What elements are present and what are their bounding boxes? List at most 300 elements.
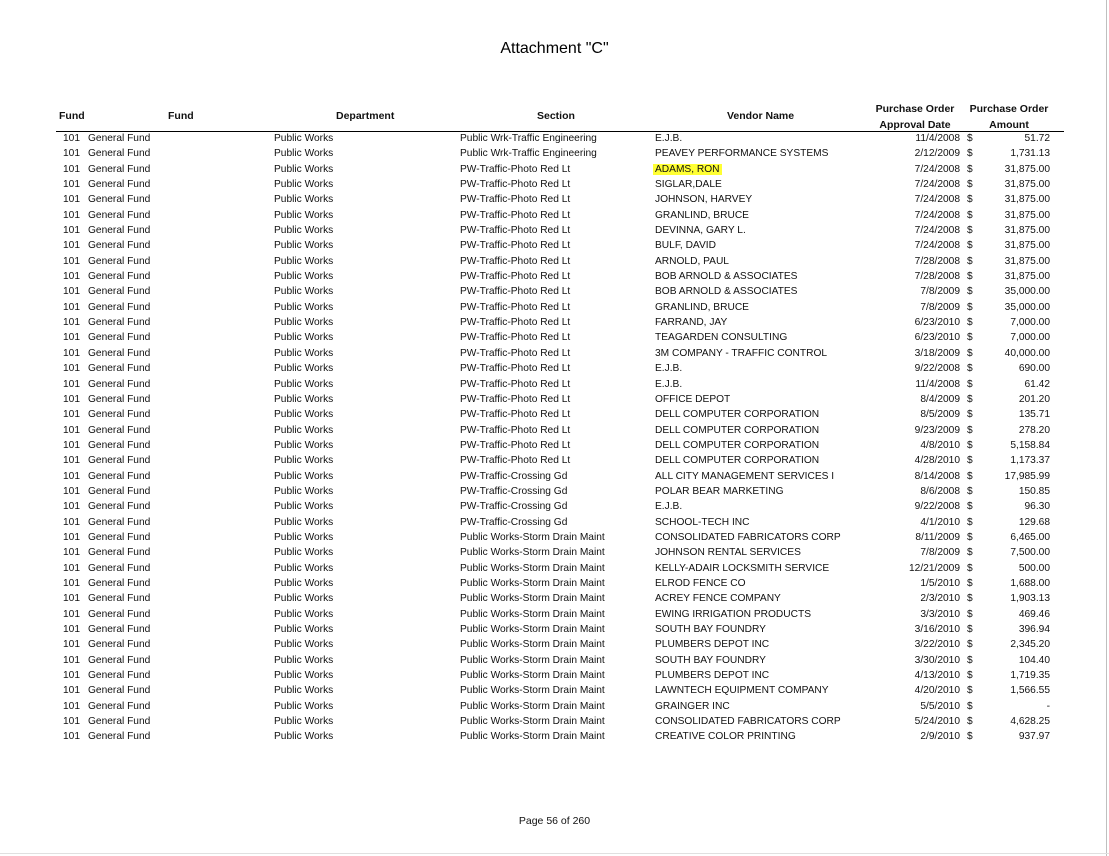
section-cell: PW-Traffic-Photo Red Lt <box>460 332 571 344</box>
vendor-cell: PLUMBERS DEPOT INC <box>655 639 770 651</box>
fund-name-cell: General Fund <box>88 271 151 283</box>
section-cell: Public Works-Storm Drain Maint <box>460 593 605 605</box>
approval-date-cell: 7/24/2008 <box>914 240 960 252</box>
vendor-cell: BOB ARNOLD & ASSOCIATES <box>655 271 798 283</box>
currency-symbol: $ <box>967 593 973 605</box>
fund-name-cell: General Fund <box>88 670 151 682</box>
section-cell: PW-Traffic-Photo Red Lt <box>460 378 571 390</box>
header-fund-name: Fund <box>168 110 194 122</box>
table-row <box>0 147 1109 162</box>
vendor-cell: GRANLIND, BRUCE <box>655 209 749 221</box>
header-amount-line1: Purchase Order <box>969 103 1049 115</box>
amount-cell: 278.20 <box>1018 424 1050 436</box>
approval-date-cell: 2/9/2010 <box>920 731 960 743</box>
fund-number-cell: 101 <box>63 485 80 497</box>
section-cell: Public Works-Storm Drain Maint <box>460 731 605 743</box>
amount-cell: 17,985.99 <box>1004 470 1050 482</box>
fund-name-cell: General Fund <box>88 608 151 620</box>
currency-symbol: $ <box>967 148 973 160</box>
section-cell: Public Works-Storm Drain Maint <box>460 654 605 666</box>
department-cell: Public Works <box>274 516 334 528</box>
fund-number-cell: 101 <box>63 624 80 635</box>
section-cell: PW-Traffic-Crossing Gd <box>460 485 568 497</box>
section-cell: PW-Traffic-Crossing Gd <box>460 516 568 528</box>
header-approval-date-line2: Approval Date <box>879 119 951 131</box>
department-cell: Public Works <box>274 179 334 191</box>
amount-cell: 40,000.00 <box>1004 347 1050 359</box>
table-row <box>0 577 1109 592</box>
vendor-cell: JOHNSON RENTAL SERVICES <box>655 547 801 559</box>
amount-cell: 1,903.13 <box>1010 593 1050 605</box>
vendor-cell: BULF, DAVID <box>655 240 716 252</box>
fund-name-cell: General Fund <box>88 363 151 375</box>
section-cell: Public Works-Storm Drain Maint <box>460 670 605 682</box>
section-cell: PW-Traffic-Photo Red Lt <box>460 347 571 359</box>
amount-cell: 1,173.37 <box>1010 455 1050 467</box>
fund-number-cell: 101 <box>63 608 80 620</box>
table-row <box>0 301 1109 316</box>
table-row <box>0 623 1109 638</box>
currency-symbol: $ <box>967 286 973 298</box>
vendor-cell: DELL COMPUTER CORPORATION <box>655 424 820 436</box>
currency-symbol: $ <box>967 501 973 513</box>
currency-symbol: $ <box>967 608 973 620</box>
currency-symbol: $ <box>967 133 973 144</box>
fund-number-cell: 101 <box>63 424 80 436</box>
vendor-cell: CONSOLIDATED FABRICATORS CORP <box>655 716 841 728</box>
approval-date-cell: 3/16/2010 <box>914 624 960 635</box>
approval-date-cell: 5/5/2010 <box>920 700 960 712</box>
fund-name-cell: General Fund <box>88 700 151 712</box>
table-row <box>0 285 1109 300</box>
fund-name-cell: General Fund <box>88 731 151 743</box>
table-row <box>0 470 1109 485</box>
vendor-cell: EWING IRRIGATION PRODUCTS <box>655 608 812 620</box>
section-cell: PW-Traffic-Photo Red Lt <box>460 424 571 436</box>
section-cell: PW-Traffic-Photo Red Lt <box>460 240 571 252</box>
vendor-cell: E.J.B. <box>655 133 683 144</box>
table-row <box>0 669 1109 684</box>
department-cell: Public Works <box>274 347 334 359</box>
fund-name-cell: General Fund <box>88 485 151 497</box>
fund-name-cell: General Fund <box>88 378 151 390</box>
header-section: Section <box>537 110 575 122</box>
fund-name-cell: General Fund <box>88 332 151 344</box>
currency-symbol: $ <box>967 225 973 237</box>
table-row <box>0 209 1109 224</box>
department-cell: Public Works <box>274 593 334 605</box>
department-cell: Public Works <box>274 209 334 221</box>
fund-name-cell: General Fund <box>88 685 151 697</box>
section-cell: Public Works-Storm Drain Maint <box>460 608 605 620</box>
currency-symbol: $ <box>967 179 973 191</box>
approval-date-cell: 11/4/2008 <box>915 133 960 144</box>
amount-cell: 500.00 <box>1018 562 1050 574</box>
header-approval-date <box>870 101 960 133</box>
currency-symbol: $ <box>967 240 973 252</box>
table-row <box>0 163 1109 178</box>
amount-cell: 31,875.00 <box>1004 255 1050 267</box>
department-cell: Public Works <box>274 670 334 682</box>
fund-number-cell: 101 <box>63 378 80 390</box>
table-row <box>0 546 1109 561</box>
vendor-cell: E.J.B. <box>655 363 683 375</box>
table-row <box>0 715 1109 730</box>
fund-number-cell: 101 <box>63 286 80 298</box>
department-cell: Public Works <box>274 639 334 651</box>
fund-number-cell: 101 <box>63 547 80 559</box>
currency-symbol: $ <box>967 332 973 344</box>
amount-cell: 7,000.00 <box>1010 332 1050 344</box>
currency-symbol: $ <box>967 731 973 743</box>
fund-name-cell: General Fund <box>88 593 151 605</box>
department-cell: Public Works <box>274 624 334 635</box>
currency-symbol: $ <box>967 685 973 697</box>
amount-cell: 690.00 <box>1018 363 1050 375</box>
amount-cell: 51.72 <box>1024 133 1050 144</box>
section-cell: PW-Traffic-Photo Red Lt <box>460 194 571 206</box>
table-row <box>0 270 1109 285</box>
fund-number-cell: 101 <box>63 654 80 666</box>
department-cell: Public Works <box>274 685 334 697</box>
currency-symbol: $ <box>967 639 973 651</box>
fund-name-cell: General Fund <box>88 639 151 651</box>
table-row <box>0 178 1109 193</box>
table-row <box>0 224 1109 239</box>
fund-name-cell: General Fund <box>88 547 151 559</box>
table-row <box>0 239 1109 254</box>
approval-date-cell: 6/23/2010 <box>914 317 960 329</box>
approval-date-cell: 7/24/2008 <box>914 179 960 191</box>
header-approval-date-line1: Purchase Order <box>875 103 955 115</box>
section-cell: PW-Traffic-Photo Red Lt <box>460 163 571 175</box>
table-row <box>0 408 1109 423</box>
amount-cell: 31,875.00 <box>1004 225 1050 237</box>
fund-name-cell: General Fund <box>88 716 151 728</box>
amount-cell: 469.46 <box>1018 608 1050 620</box>
section-cell: PW-Traffic-Photo Red Lt <box>460 301 571 313</box>
amount-cell: 31,875.00 <box>1004 240 1050 252</box>
approval-date-cell: 7/24/2008 <box>914 209 960 221</box>
fund-number-cell: 101 <box>63 716 80 728</box>
department-cell: Public Works <box>274 562 334 574</box>
fund-number-cell: 101 <box>63 455 80 467</box>
section-cell: Public Works-Storm Drain Maint <box>460 577 605 589</box>
amount-cell: 31,875.00 <box>1004 271 1050 283</box>
section-cell: Public Works-Storm Drain Maint <box>460 531 605 543</box>
table-row <box>0 485 1109 500</box>
currency-symbol: $ <box>967 255 973 267</box>
fund-name-cell: General Fund <box>88 209 151 221</box>
fund-number-cell: 101 <box>63 194 80 206</box>
section-cell: Public Works-Storm Drain Maint <box>460 700 605 712</box>
department-cell: Public Works <box>274 286 334 298</box>
approval-date-cell: 2/12/2009 <box>914 148 960 160</box>
vendor-cell: FARRAND, JAY <box>655 317 728 329</box>
fund-name-cell: General Fund <box>88 439 151 451</box>
section-cell: Public Works-Storm Drain Maint <box>460 547 605 559</box>
department-cell: Public Works <box>274 393 334 405</box>
department-cell: Public Works <box>274 255 334 267</box>
currency-symbol: $ <box>967 301 973 313</box>
fund-name-cell: General Fund <box>88 577 151 589</box>
currency-symbol: $ <box>967 654 973 666</box>
department-cell: Public Works <box>274 424 334 436</box>
amount-cell: 396.94 <box>1018 624 1050 635</box>
fund-number-cell: 101 <box>63 593 80 605</box>
fund-name-cell: General Fund <box>88 501 151 513</box>
fund-name-cell: General Fund <box>88 409 151 421</box>
section-cell: PW-Traffic-Photo Red Lt <box>460 255 571 267</box>
table-row <box>0 331 1109 346</box>
fund-number-cell: 101 <box>63 209 80 221</box>
approval-date-cell: 9/23/2009 <box>914 424 960 436</box>
table-row <box>0 393 1109 408</box>
table-row <box>0 516 1109 531</box>
table-row <box>0 531 1109 546</box>
currency-symbol: $ <box>967 670 973 682</box>
fund-number-cell: 101 <box>63 670 80 682</box>
vendor-cell: DELL COMPUTER CORPORATION <box>655 455 820 467</box>
fund-number-cell: 101 <box>63 731 80 743</box>
amount-cell: 1,566.55 <box>1010 685 1050 697</box>
table-row <box>0 730 1109 745</box>
department-cell: Public Works <box>274 501 334 513</box>
amount-cell: 104.40 <box>1018 654 1050 666</box>
table-row <box>0 454 1109 469</box>
table-row <box>0 638 1109 653</box>
approval-date-cell: 7/24/2008 <box>914 163 960 175</box>
amount-cell: 7,500.00 <box>1010 547 1050 559</box>
department-cell: Public Works <box>274 470 334 482</box>
section-cell: PW-Traffic-Photo Red Lt <box>460 409 571 421</box>
section-cell: Public Works-Storm Drain Maint <box>460 716 605 728</box>
department-cell: Public Works <box>274 455 334 467</box>
currency-symbol: $ <box>967 363 973 375</box>
fund-name-cell: General Fund <box>88 424 151 436</box>
page-number: Page 56 of 260 <box>518 815 591 827</box>
section-cell: Public Wrk-Traffic Engineering <box>460 133 597 144</box>
fund-name-cell: General Fund <box>88 163 151 175</box>
fund-number-cell: 101 <box>63 577 80 589</box>
approval-date-cell: 4/20/2010 <box>914 685 960 697</box>
section-cell: PW-Traffic-Photo Red Lt <box>460 455 571 467</box>
table-row <box>0 700 1109 715</box>
fund-name-cell: General Fund <box>88 133 151 144</box>
fund-number-cell: 101 <box>63 148 80 160</box>
amount-cell: 35,000.00 <box>1004 301 1050 313</box>
department-cell: Public Works <box>274 608 334 620</box>
amount-cell: 61.42 <box>1024 378 1050 390</box>
department-cell: Public Works <box>274 485 334 497</box>
fund-number-cell: 101 <box>63 409 80 421</box>
fund-name-cell: General Fund <box>88 240 151 252</box>
approval-date-cell: 4/28/2010 <box>914 455 960 467</box>
currency-symbol: $ <box>967 531 973 543</box>
approval-date-cell: 3/18/2009 <box>914 347 960 359</box>
table-row <box>0 439 1109 454</box>
currency-symbol: $ <box>967 163 973 175</box>
approval-date-cell: 7/24/2008 <box>914 194 960 206</box>
amount-cell: 31,875.00 <box>1004 163 1050 175</box>
amount-cell: 1,688.00 <box>1010 577 1050 589</box>
currency-symbol: $ <box>967 194 973 206</box>
fund-number-cell: 101 <box>63 301 80 313</box>
fund-name-cell: General Fund <box>88 286 151 298</box>
currency-symbol: $ <box>967 347 973 359</box>
highlighted-vendor: ADAMS, RON <box>655 163 720 175</box>
fund-number-cell: 101 <box>63 470 80 482</box>
vendor-cell: E.J.B. <box>655 378 683 390</box>
fund-name-cell: General Fund <box>88 317 151 329</box>
vendor-cell: POLAR BEAR MARKETING <box>655 485 784 497</box>
fund-number-cell: 101 <box>63 347 80 359</box>
currency-symbol: $ <box>967 439 973 451</box>
approval-date-cell: 8/6/2008 <box>920 485 960 497</box>
table-row <box>0 316 1109 331</box>
vendor-cell: SIGLAR,DALE <box>655 179 722 191</box>
vendor-cell: DELL COMPUTER CORPORATION <box>655 439 820 451</box>
fund-number-cell: 101 <box>63 562 80 574</box>
vendor-cell: GRANLIND, BRUCE <box>655 301 749 313</box>
approval-date-cell: 4/13/2010 <box>914 670 960 682</box>
page-title: Attachment "C" <box>500 40 609 57</box>
currency-symbol: $ <box>967 424 973 436</box>
fund-name-cell: General Fund <box>88 194 151 206</box>
approval-date-cell: 12/21/2009 <box>909 562 960 574</box>
currency-symbol: $ <box>967 516 973 528</box>
fund-number-cell: 101 <box>63 531 80 543</box>
section-cell: PW-Traffic-Photo Red Lt <box>460 393 571 405</box>
fund-number-cell: 101 <box>63 393 80 405</box>
department-cell: Public Works <box>274 577 334 589</box>
fund-number-cell: 101 <box>63 439 80 451</box>
table-row <box>0 684 1109 699</box>
amount-cell: 937.97 <box>1018 731 1050 743</box>
table-row <box>0 132 1109 147</box>
vendor-cell: GRAINGER INC <box>655 700 730 712</box>
amount-cell: 31,875.00 <box>1004 194 1050 206</box>
section-cell: PW-Traffic-Photo Red Lt <box>460 363 571 375</box>
department-cell: Public Works <box>274 271 334 283</box>
department-cell: Public Works <box>274 654 334 666</box>
approval-date-cell: 7/8/2009 <box>920 547 960 559</box>
amount-cell: 7,000.00 <box>1010 317 1050 329</box>
section-cell: PW-Traffic-Photo Red Lt <box>460 317 571 329</box>
department-cell: Public Works <box>274 731 334 743</box>
approval-date-cell: 2/3/2010 <box>920 593 960 605</box>
page-edge-bottom <box>0 853 1109 854</box>
amount-cell: 201.20 <box>1018 393 1050 405</box>
section-cell: PW-Traffic-Photo Red Lt <box>460 271 571 283</box>
approval-date-cell: 3/3/2010 <box>920 608 960 620</box>
approval-date-cell: 7/8/2009 <box>920 301 960 313</box>
vendor-cell: BOB ARNOLD & ASSOCIATES <box>655 286 798 298</box>
approval-date-cell: 8/4/2009 <box>920 393 960 405</box>
department-cell: Public Works <box>274 225 334 237</box>
approval-date-cell: 7/28/2008 <box>914 271 960 283</box>
vendor-cell: E.J.B. <box>655 501 683 513</box>
amount-cell: 135.71 <box>1018 409 1050 421</box>
approval-date-cell: 7/28/2008 <box>914 255 960 267</box>
department-cell: Public Works <box>274 700 334 712</box>
amount-cell: - <box>1046 700 1050 712</box>
fund-name-cell: General Fund <box>88 255 151 267</box>
vendor-cell: CONSOLIDATED FABRICATORS CORP <box>655 531 841 543</box>
vendor-cell: SCHOOL-TECH INC <box>655 516 750 528</box>
vendor-cell: TEAGARDEN CONSULTING <box>655 332 788 344</box>
section-cell: PW-Traffic-Photo Red Lt <box>460 286 571 298</box>
fund-name-cell: General Fund <box>88 301 151 313</box>
department-cell: Public Works <box>274 547 334 559</box>
department-cell: Public Works <box>274 163 334 175</box>
vendor-cell: ELROD FENCE CO <box>655 577 746 589</box>
table-row <box>0 592 1109 607</box>
table-row <box>0 255 1109 270</box>
fund-number-cell: 101 <box>63 255 80 267</box>
section-cell: Public Works-Storm Drain Maint <box>460 685 605 697</box>
header-fund-number: Fund <box>59 110 85 122</box>
header-vendor-name: Vendor Name <box>727 110 795 122</box>
currency-symbol: $ <box>967 470 973 482</box>
department-cell: Public Works <box>274 716 334 728</box>
currency-symbol: $ <box>967 455 973 467</box>
header-amount-line2: Amount <box>989 119 1029 131</box>
fund-name-cell: General Fund <box>88 624 151 635</box>
section-cell: Public Works-Storm Drain Maint <box>460 562 605 574</box>
approval-date-cell: 8/14/2008 <box>914 470 960 482</box>
approval-date-cell: 4/1/2010 <box>920 516 960 528</box>
header-amount <box>964 101 1054 133</box>
approval-date-cell: 9/22/2008 <box>914 501 960 513</box>
fund-name-cell: General Fund <box>88 148 151 160</box>
fund-number-cell: 101 <box>63 700 80 712</box>
approval-date-cell: 8/11/2009 <box>915 531 960 543</box>
approval-date-cell: 6/23/2010 <box>914 332 960 344</box>
department-cell: Public Works <box>274 332 334 344</box>
currency-symbol: $ <box>967 378 973 390</box>
department-cell: Public Works <box>274 409 334 421</box>
fund-number-cell: 101 <box>63 240 80 252</box>
currency-symbol: $ <box>967 562 973 574</box>
section-cell: Public Works-Storm Drain Maint <box>460 639 605 651</box>
vendor-cell: SOUTH BAY FOUNDRY <box>655 624 766 635</box>
approval-date-cell: 3/22/2010 <box>914 639 960 651</box>
currency-symbol: $ <box>967 624 973 635</box>
department-cell: Public Works <box>274 317 334 329</box>
vendor-cell: SOUTH BAY FOUNDRY <box>655 654 766 666</box>
fund-number-cell: 101 <box>63 317 80 329</box>
table-row <box>0 424 1109 439</box>
department-cell: Public Works <box>274 148 334 160</box>
fund-number-cell: 101 <box>63 163 80 175</box>
department-cell: Public Works <box>274 133 334 144</box>
table-row <box>0 378 1109 393</box>
amount-cell: 150.85 <box>1018 485 1050 497</box>
department-cell: Public Works <box>274 194 334 206</box>
fund-name-cell: General Fund <box>88 654 151 666</box>
approval-date-cell: 9/22/2008 <box>914 363 960 375</box>
department-cell: Public Works <box>274 378 334 390</box>
section-cell: Public Works-Storm Drain Maint <box>460 624 605 635</box>
department-cell: Public Works <box>274 363 334 375</box>
fund-name-cell: General Fund <box>88 179 151 191</box>
amount-cell: 2,345.20 <box>1010 639 1050 651</box>
vendor-cell: ACREY FENCE COMPANY <box>655 593 781 605</box>
fund-name-cell: General Fund <box>88 393 151 405</box>
approval-date-cell: 7/24/2008 <box>914 225 960 237</box>
approval-date-cell: 4/8/2010 <box>920 439 960 451</box>
